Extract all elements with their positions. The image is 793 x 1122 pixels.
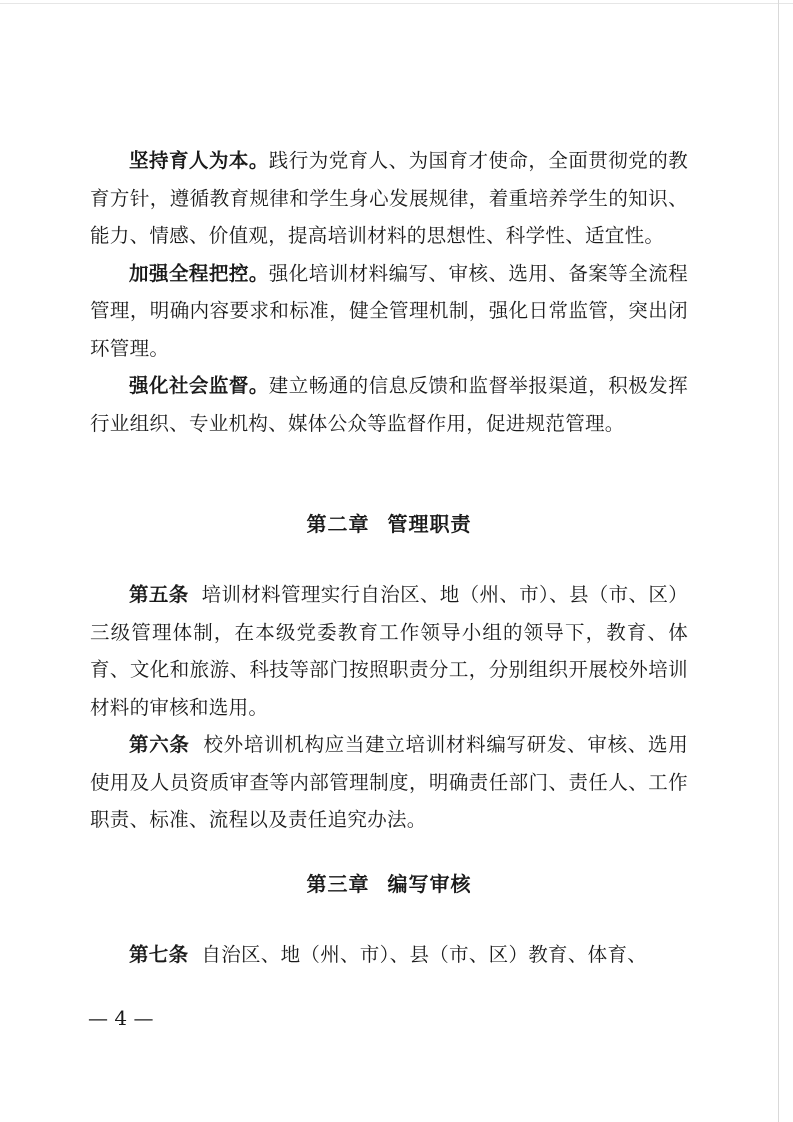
chapter-heading [90,508,688,537]
article-text: 培训材料管理实行自治区、地（州、市）、县（市、区）三级管理体制，在本级党委教育工作领导小组的领导下，教育、体育、文化和旅游、科技等部门按照职责分工，分别组织开展校外培训材料的审核和选用。 [90,583,688,719]
article-paragraph [90,936,688,974]
article-number: 第五条 [129,583,189,606]
chapter-title: 管理职责 [387,512,472,536]
chapter-number: 第二章 [306,512,370,536]
principle-paragraph [90,255,688,368]
chapter-number: 第三章 [306,872,370,896]
page-number: — 4 — [88,1006,154,1030]
scan-edge-top [0,3,793,4]
scan-edge-right [778,0,779,1122]
principle-text: 强化培训材料编写、审核、选用、备案等全流程管理，明确内容要求和标准，健全管理机制，强化日常监管，突出闭环管理。 [90,261,688,360]
principle-paragraph [90,142,688,255]
article-text: 校外培训机构应当建立培训材料编写研发、审核、选用使用及人员资质审查等内部管理制度，明确责任部门、责任人、工作职责、标准、流程以及责任追究办法。 [90,733,688,831]
chapter-heading [90,868,688,897]
article-number: 第七条 [129,943,189,966]
principle-heading: 坚持育人为本。 [129,149,269,172]
principle-heading: 加强全程把控。 [129,261,269,285]
principle-text: 建立畅通的信息反馈和监督举报渠道，积极发挥行业组织、专业机构、媒体公众等监督作用，促进规范管理。 [90,374,688,435]
principle-text: 践行为党育人、为国育才使命，全面贯彻党的教育方针，遵循教育规律和学生身心发展规律，着重培养学生的知识、能力、情感、价值观，提高培训材料的思想性、科学性、适宜性。 [90,149,688,247]
principle-heading: 强化社会监督。 [129,374,269,397]
article-paragraph [90,726,688,839]
principles-block [90,142,688,442]
article-text: 自治区、地（州、市）、县（市、区）教育、体育、 [201,943,648,966]
chapter-2-articles [90,576,688,839]
chapter-title: 编写审核 [387,872,472,896]
principle-paragraph [90,367,688,442]
article-paragraph [90,576,688,726]
article-number: 第六条 [129,733,190,756]
chapter-3-articles [90,936,688,974]
